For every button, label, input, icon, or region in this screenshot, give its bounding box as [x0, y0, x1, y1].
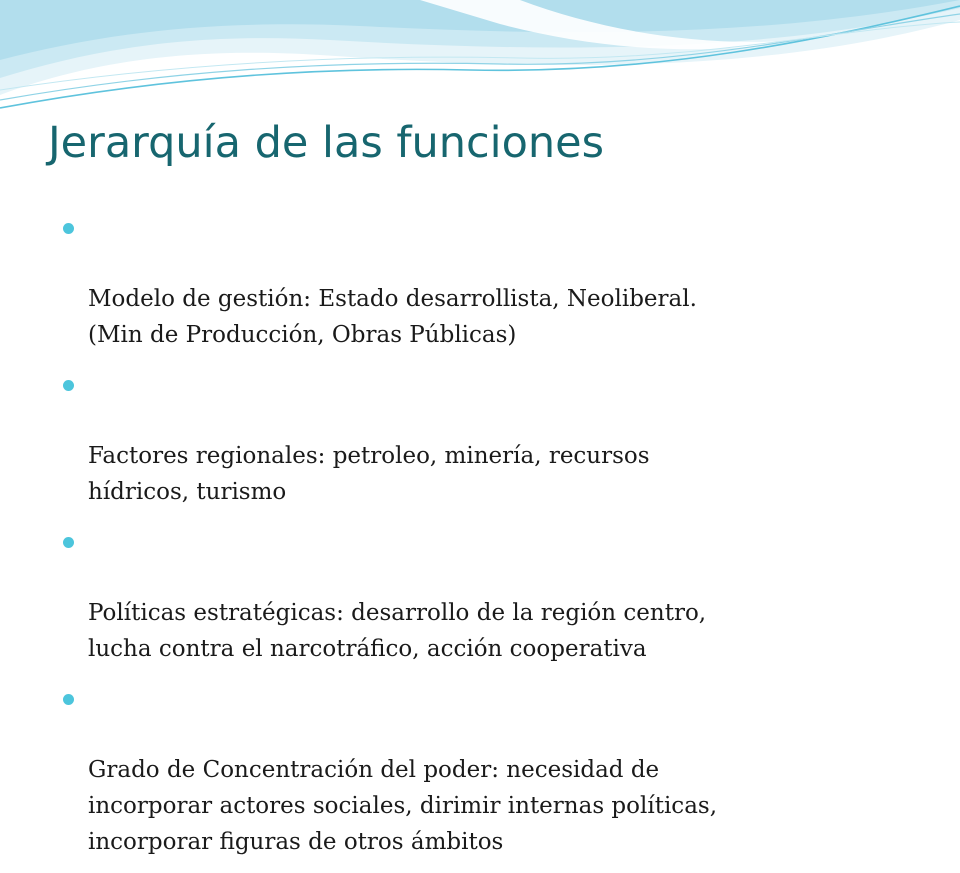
bullet-dot-icon	[63, 380, 74, 391]
list-item	[60, 209, 920, 353]
bullet-text: Grado de Concentración del poder: necesidad de incorporar actores sociales, dirimir internas políticas, incorporar figuras de otros ámbitos	[88, 757, 718, 855]
list-item	[60, 523, 920, 667]
list-item	[60, 680, 920, 860]
bullet-list	[60, 209, 920, 873]
bullet-dot-icon	[63, 223, 74, 234]
list-item	[60, 366, 920, 510]
bullet-text: Factores regionales: petroleo, minería, recursos hídricos, turismo	[88, 443, 650, 505]
bullet-text: Modelo de gestión: Estado desarrollista, Neoliberal. (Min de Producción, Obras Públicas)	[88, 286, 697, 348]
bullet-dot-icon	[63, 694, 74, 705]
bullet-text: Políticas estratégicas: desarrollo de la región centro, lucha contra el narcotráfico, acción cooperativa	[88, 600, 707, 662]
slide-title: Jerarquía de las funciones	[48, 118, 605, 168]
header-wave-decoration	[0, 0, 960, 120]
bullet-dot-icon	[63, 537, 74, 548]
